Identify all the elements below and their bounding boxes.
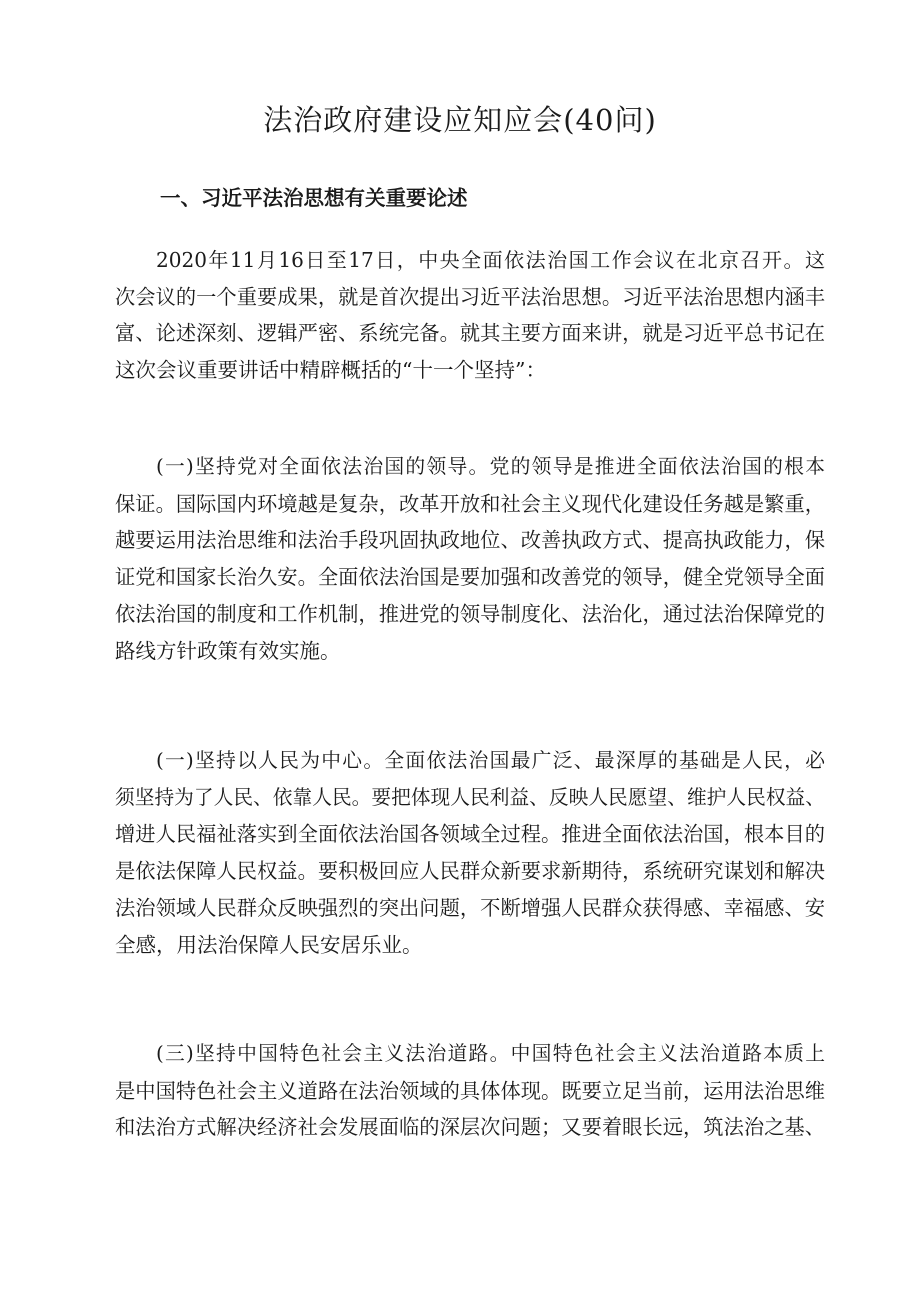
paragraph-line: 是依法保障人民权益。要积极回应人民群众新要求新期待，系统研究谋划和解决 [115,859,825,884]
paragraph-line: 越要运用法治思维和法治手段巩固执政地位、改善执政方式、提高执政能力，保 [115,528,825,553]
paragraph-line: 富、论述深刻、逻辑严密、系统完备。就其主要方面来讲，就是习近平总书记在 [115,321,825,346]
paragraph-line: (三)坚持中国特色社会主义法治道路。中国特色社会主义法治道路本质上 [156,1042,825,1065]
paragraph-people-centered [115,743,825,963]
paragraph-line: (一)坚持党对全面依法治国的领导。党的领导是推进全面依法治国的根本 [156,455,825,478]
paragraph-party-leadership [115,449,825,669]
paragraph-meeting-summary [115,242,825,389]
paragraph-line: 和法治方式解决经济社会发展面临的深层次问题；又要着眼长远，筑法治之基、 [115,1115,825,1140]
paragraph-line: 须坚持为了人民、依靠人民。要把体现人民利益、反映人民愿望、维护人民权益、 [115,785,825,809]
paragraph-rule-of-law-path [115,1036,825,1146]
paragraph-line: 保证。国际国内环境越是复杂，改革开放和社会主义现代化建设任务越是繁重， [115,491,825,516]
paragraph-line: 次会议的一个重要成果，就是首次提出习近平法治思想。习近平法治思想内涵丰 [115,284,825,309]
paragraph-line: (一)坚持以人民为中心。全面依法治国最广泛、最深厚的基础是人民，必 [156,749,825,772]
paragraph-line: 2020年11月16日至17日，中央全面依法治国工作会议在北京召开。这 [156,248,825,272]
document-title: 法治政府建设应知应会(40问) [263,103,657,137]
paragraph-line: 这次会议重要讲话中精辟概括的“十一个坚持”： [115,358,546,383]
paragraph-line: 依法治国的制度和工作机制，推进党的领导制度化、法治化，通过法治保障党的 [115,601,825,626]
paragraph-line: 是中国特色社会主义道路在法治领域的具体体现。既要立足当前，运用法治思维 [115,1078,825,1103]
paragraph-line: 路线方针政策有效实施。 [115,638,341,663]
paragraph-line: 证党和国家长治久安。全面依法治国是要加强和改善党的领导，健全党领导全面 [115,565,825,590]
paragraph-line: 全感，用法治保障人民安居乐业。 [115,932,423,957]
section-heading: 一、习近平法治思想有关重要论述 [160,186,468,210]
paragraph-line: 增进人民福祉落实到全面依法治国各领域全过程。推进全面依法治国，根本目的 [115,822,825,847]
paragraph-line: 法治领域人民群众反映强烈的突出问题，不断增强人民群众获得感、幸福感、安 [115,895,825,920]
